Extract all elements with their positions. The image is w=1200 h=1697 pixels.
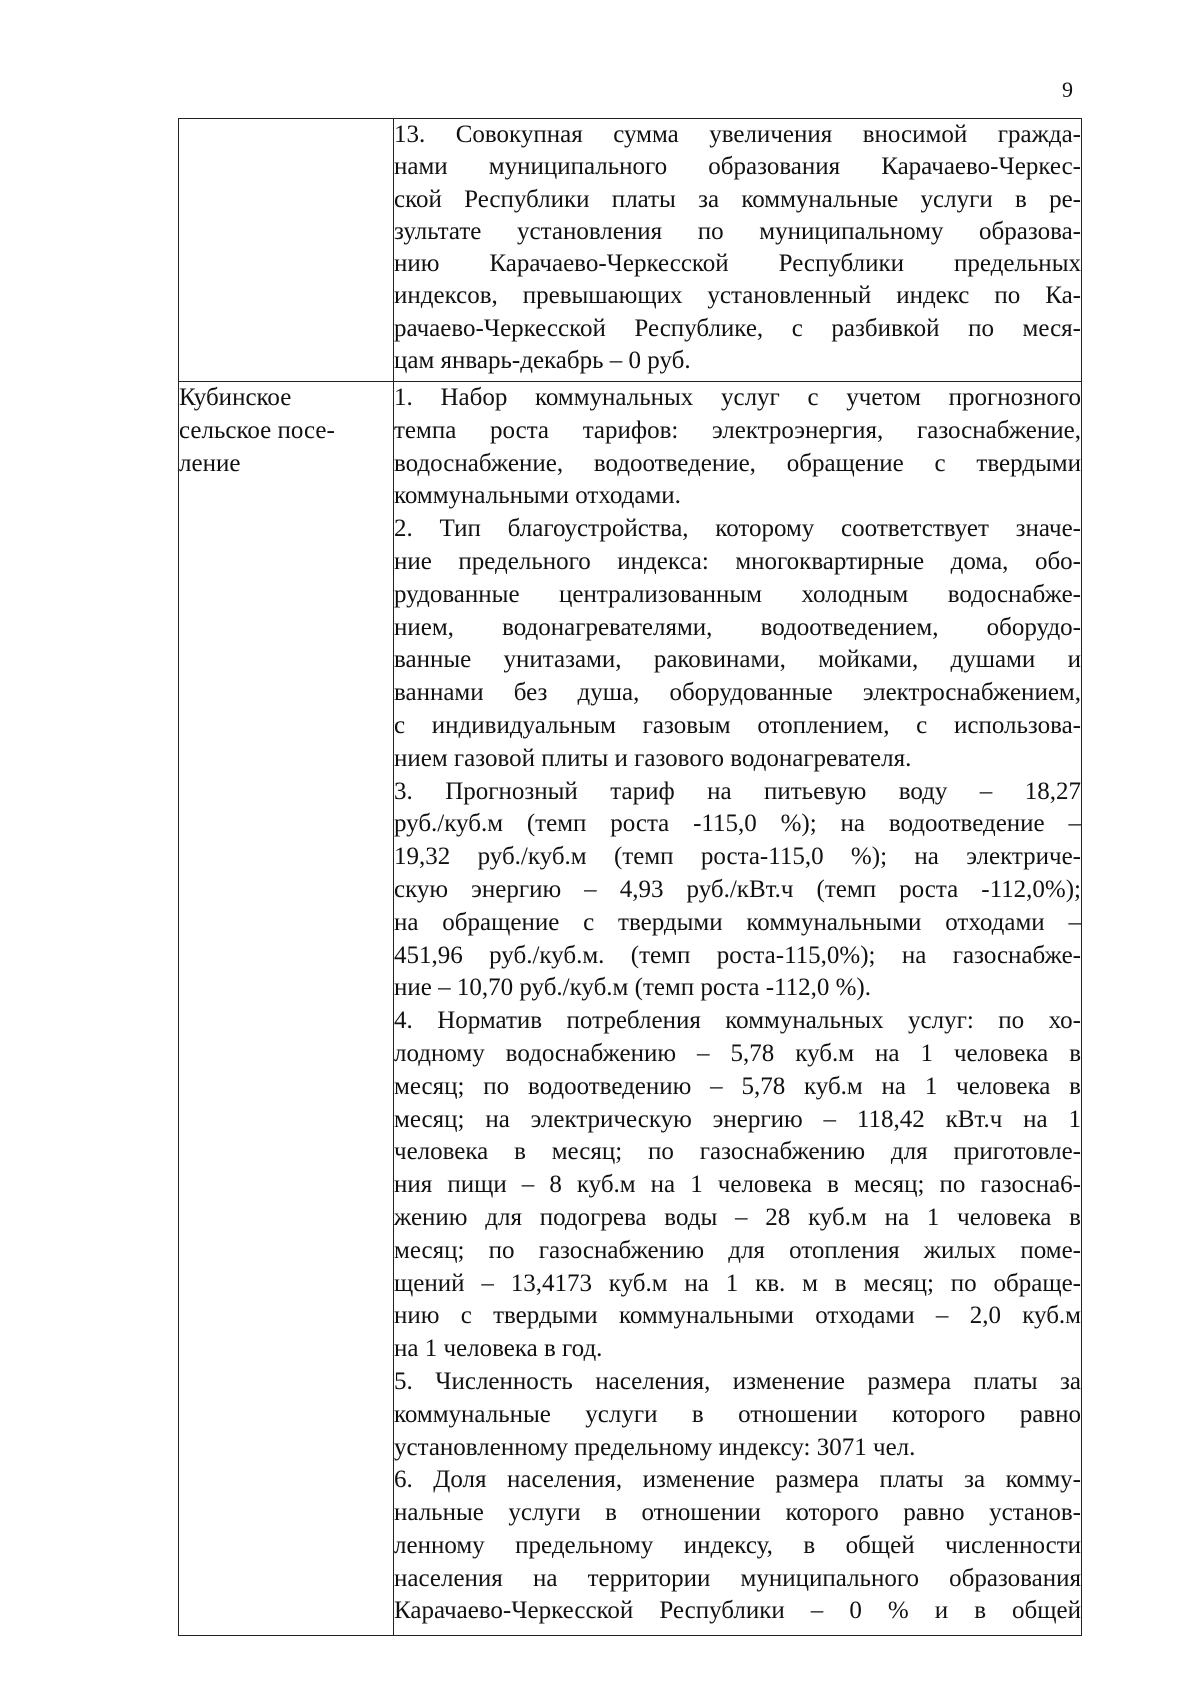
text-line: месяц; по водоотведению – 5,78 куб.м на 1 человека в [394, 1072, 1081, 1100]
text-line: месяц; по газоснабжению для отопления жилых поме- [394, 1236, 1081, 1264]
text-line: месяц; на электрическую энергию – 118,42 кВт.ч на 1 [394, 1105, 1081, 1133]
text-line: Кубинское [179, 384, 292, 411]
table-row [179, 382, 1082, 1636]
text-line: ния пищи – 8 куб.м на 1 человека в месяц; по газосна6- [394, 1171, 1081, 1199]
text-line: нами муниципального образования Карачаево-Черкес- [394, 153, 1081, 181]
text-line: коммунальные услуги в отношении которого равно [394, 1400, 1081, 1428]
text-line: 3. Прогнозный тариф на питьевую воду – 18,27 [394, 777, 1081, 805]
text-line: водоснабжение, водоотведение, обращение с твердыми [394, 449, 1081, 477]
text-line: 451,96 руб./куб.м. (темп роста-115,0%); на газоснабже- [394, 941, 1081, 969]
text-line: ние – 10,70 руб./куб.м (темп роста -112,0 %). [394, 974, 872, 1002]
text-line: ленному предельному индексу, в общей численности [394, 1531, 1081, 1559]
text-line: 13. Совокупная сумма увеличения вносимой гражда- [394, 121, 1081, 148]
text-line: Карачаево-Черкесской Республики – 0 % и в общей [394, 1597, 1081, 1625]
text-line: 2. Тип благоустройства, которому соответствует значе- [394, 515, 1081, 543]
text-line: на 1 человека в год. [394, 1335, 603, 1363]
table-cell-text [394, 382, 1082, 1636]
text-line: темпа роста тарифов: электроэнергия, газоснабжение, [394, 416, 1081, 444]
text-line: рачаево-Черкесской Республике, с разбивкой по меся- [394, 314, 1081, 342]
text-line: ванные унитазами, раковинами, мойками, душами и [394, 646, 1081, 674]
text-line: человека в месяц; по газоснабжению для приготовле- [394, 1138, 1081, 1166]
text-line: 5. Численность населения, изменение размера платы за [394, 1367, 1081, 1395]
text-line: ской Республики платы за коммунальные услуги в ре- [394, 185, 1081, 213]
text-line: зультате установления по муниципальному образова- [394, 217, 1081, 245]
text-line: рудованные централизованным холодным водоснабже- [394, 580, 1081, 608]
text-line: индексов, превышающих установленный индекс по Ка- [394, 282, 1081, 310]
text-line: с индивидуальным газовым отоплением, с использова- [394, 711, 1081, 739]
text-line: 4. Норматив потребления коммунальных услуг: по хо- [394, 1007, 1081, 1035]
text-line: нием, водонагревателями, водоотведением, оборудо- [394, 613, 1081, 641]
text-line: жению для подогрева воды – 28 куб.м на 1 человека в [394, 1203, 1081, 1231]
text-line: щений – 13,4173 куб.м на 1 кв. м в месяц; по обраще- [394, 1269, 1081, 1297]
table-cell-municipality [179, 382, 394, 1636]
text-line: нию с твердыми коммунальными отходами – 2,0 куб.м [394, 1302, 1081, 1330]
text-line: скую энергию – 4,93 руб./кВт.ч (темп роста -112,0%); [394, 875, 1081, 903]
text-line: лодному водоснабжению – 5,78 куб.м на 1 человека в [394, 1039, 1081, 1067]
text-line: на обращение с твердыми коммунальными отходами – [394, 908, 1081, 936]
table-cell-text [394, 119, 1082, 382]
text-line: сельское посе- [179, 416, 335, 444]
text-line: 6. Доля населения, изменение размера платы за комму- [394, 1466, 1081, 1494]
text-line: ние предельного индекса: многоквартирные дома, обо- [394, 547, 1081, 575]
text-line: цам январь-декабрь – 0 руб. [394, 347, 691, 375]
text-line: коммунальными отходами. [394, 482, 681, 510]
text-line: населения на территории муниципального образования [394, 1564, 1081, 1592]
text-line: 1. Набор коммунальных услуг с учетом прогнозного [394, 384, 1081, 411]
table-row [179, 119, 1082, 382]
table-cell-empty [179, 119, 394, 382]
text-line: ваннами без душа, оборудованные электроснабжением, [394, 679, 1081, 707]
text-line: нию Карачаево-Черкесской Республики предельных [394, 250, 1081, 278]
page-number: 9 [1062, 77, 1073, 102]
text-line: ление [179, 449, 241, 477]
text-line: руб./куб.м (темп роста -115,0 %); на водоотведение – [394, 810, 1081, 838]
text-line: нальные услуги в отношении которого равно установ- [394, 1499, 1081, 1527]
document-table [178, 118, 1082, 1636]
text-line: нием газовой плиты и газового водонагревателя. [394, 744, 912, 772]
text-line: 19,32 руб./куб.м (темп роста-115,0 %); на электриче- [394, 843, 1081, 871]
text-line: установленному предельному индексу: 3071 чел. [394, 1433, 916, 1461]
